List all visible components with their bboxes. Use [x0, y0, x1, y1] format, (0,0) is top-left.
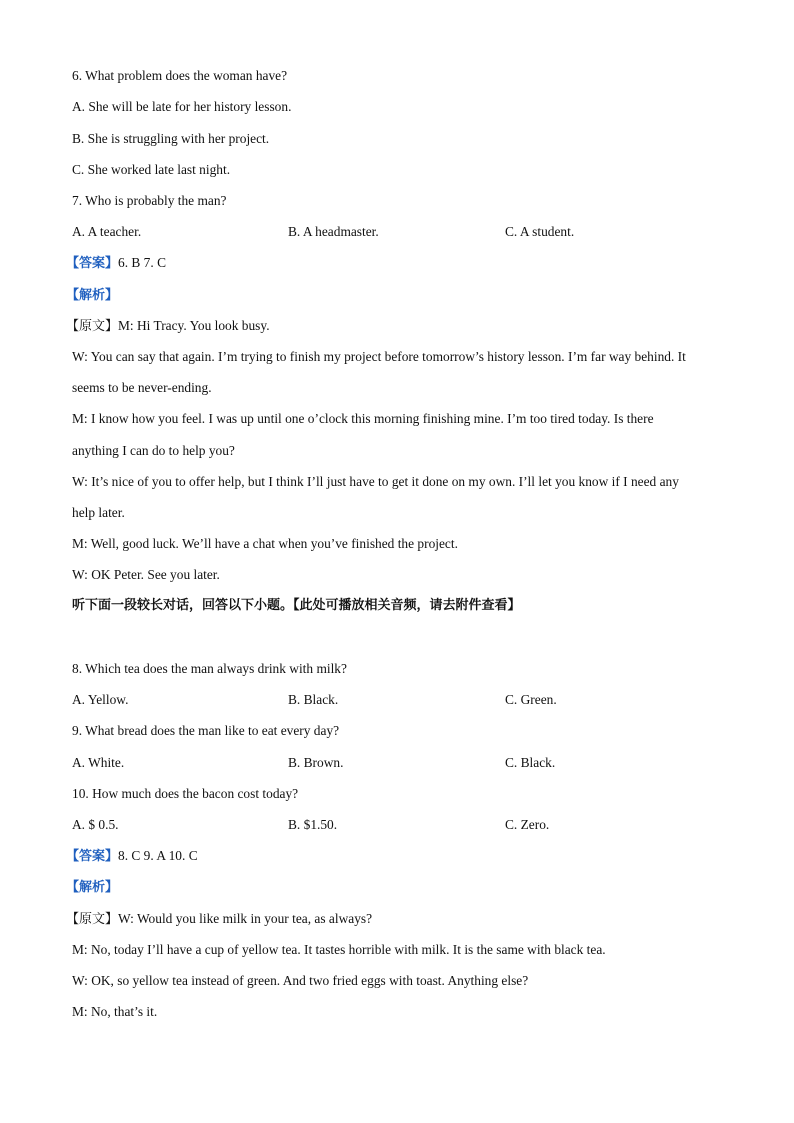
transcript-1-line-4: M: I know how you feel. I was up until one o’clock this morning finishing mine. I’m too tired today. Is there [72, 411, 654, 426]
answer-line-2 [66, 848, 198, 865]
question-10-option-a: A. $ 0.5. [72, 817, 119, 832]
question-8: 8. Which tea does the man always drink with milk? [72, 661, 347, 676]
transcript-tag: 【原文】 [66, 319, 119, 334]
question-8-option-b: B. Black. [288, 692, 339, 707]
answer-tag: 【答案】 [66, 256, 119, 271]
transcript-1-line-1 [66, 318, 270, 335]
question-6-option-c: C. She worked late last night. [72, 162, 231, 177]
transcript-tag: 【原文】 [66, 912, 119, 927]
question-7-option-a: A. A teacher. [72, 224, 142, 239]
question-8-option-c: C. Green. [505, 692, 557, 707]
transcript-1-line-7: help later. [72, 505, 125, 520]
analysis-line-1 [66, 287, 118, 304]
transcript-text: W: Would you like milk in your tea, as always? [118, 911, 373, 926]
transcript-1-line-2: W: You can say that again. I’m trying to finish my project before tomorrow’s history lesson. I’m far way behind. It [72, 349, 686, 364]
transcript-1-line-6: W: It’s nice of you to offer help, but I think I’ll just have to get it done on my own. I’ll let you know if I need any [72, 474, 679, 489]
transcript-1-line-8: M: Well, good luck. We’ll have a chat when you’ve finished the project. [72, 536, 458, 551]
question-7-option-b: B. A headmaster. [288, 224, 379, 239]
transcript-2-line-2: M: No, today I’ll have a cup of yellow tea. It tastes horrible with milk. It is the same with black tea. [72, 942, 606, 957]
analysis-line-2 [66, 879, 118, 896]
transcript-1-line-9: W: OK Peter. See you later. [72, 567, 220, 582]
question-6: 6. What problem does the woman have? [72, 68, 288, 83]
analysis-tag: 【解析】 [66, 880, 119, 895]
question-8-option-a: A. Yellow. [72, 692, 129, 707]
answer-text: 8. C 9. A 10. C [118, 848, 198, 863]
question-6-option-a: A. She will be late for her history lesson. [72, 99, 292, 114]
answer-text: 6. B 7. C [118, 255, 167, 270]
question-10-option-c: C. Zero. [505, 817, 550, 832]
question-9-option-a: A. White. [72, 755, 125, 770]
question-9: 9. What bread does the man like to eat every day? [72, 723, 340, 738]
transcript-2-line-1 [66, 911, 372, 928]
transcript-1-line-5: anything I can do to help you? [72, 443, 235, 458]
question-6-option-b: B. She is struggling with her project. [72, 131, 270, 146]
question-9-option-c: C. Black. [505, 755, 556, 770]
transcript-1-line-3: seems to be never-ending. [72, 380, 212, 395]
listening-instruction: 听下面一段较长对话，回答以下小题。【此处可播放相关音频，请去附件查看】 [72, 598, 521, 613]
question-10-option-b: B. $1.50. [288, 817, 338, 832]
transcript-text: M: Hi Tracy. You look busy. [118, 318, 270, 333]
analysis-tag: 【解析】 [66, 288, 119, 303]
answer-line-1 [66, 255, 166, 272]
transcript-2-line-4: M: No, that’s it. [72, 1004, 158, 1019]
question-9-option-b: B. Brown. [288, 755, 344, 770]
transcript-2-line-3: W: OK, so yellow tea instead of green. And two fried eggs with toast. Anything else? [72, 973, 529, 988]
question-7-option-c: C. A student. [505, 224, 575, 239]
question-10: 10. How much does the bacon cost today? [72, 786, 299, 801]
question-7: 7. Who is probably the man? [72, 193, 227, 208]
answer-tag: 【答案】 [66, 849, 119, 864]
